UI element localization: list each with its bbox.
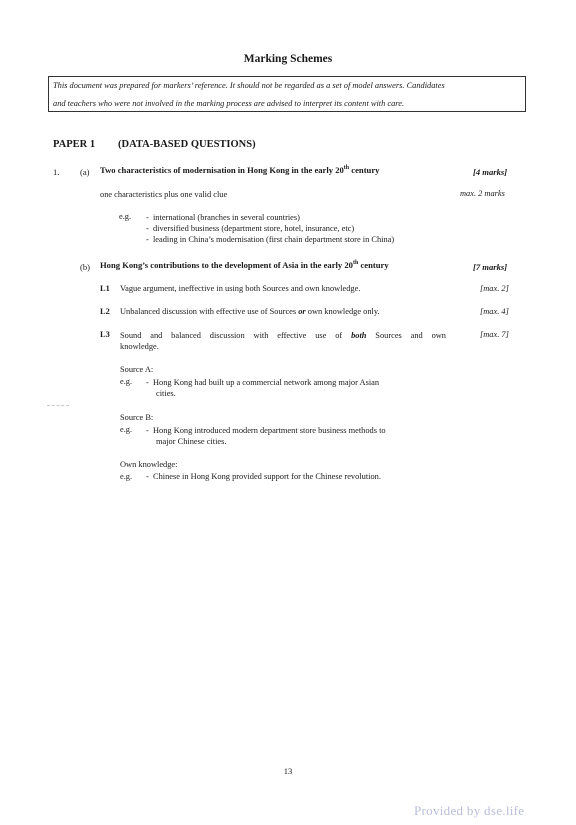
level-line xyxy=(120,330,446,341)
part-a-label: (a) xyxy=(80,167,90,177)
source-eg-label: e.g. xyxy=(120,377,133,386)
part-a-criteria: one characteristics plus one valid clue xyxy=(100,190,228,199)
part-a-title-sup: th xyxy=(343,165,350,172)
level-code: L1 xyxy=(100,284,110,293)
level-code: L2 xyxy=(100,307,110,316)
part-a-example-list xyxy=(146,212,394,245)
paper-subtitle: (DATA-BASED QUESTIONS) xyxy=(118,139,256,150)
example-text: international (branches in several countries) xyxy=(152,213,300,222)
source-text: Hong Kong introduced modern department store business methods to xyxy=(152,426,386,435)
level-code: L3 xyxy=(100,330,110,339)
source-example: - Chinese in Hong Kong provided support for the Chinese revolution. xyxy=(146,472,381,481)
level-max: [max. 4] xyxy=(480,307,509,316)
list-item: - diversified business (department store, hotel, insurance, etc) xyxy=(146,224,355,233)
part-a-title xyxy=(100,165,379,175)
source-heading: Own knowledge: xyxy=(120,460,178,469)
level-text: Unbalanced discussion with effective use of Sources xyxy=(120,307,299,316)
source-heading: Source A: xyxy=(120,365,154,374)
example-text: diversified business (department store, hotel, insurance, etc) xyxy=(152,224,355,233)
source-eg-label: e.g. xyxy=(120,472,133,481)
disclaimer-line-2: and teachers who were not involved in the marking process are advised to interpret its content with care. xyxy=(53,99,405,108)
disclaimer-line-1: This document was prepared for markers’ reference. It should not be regarded as a set of model answers. Candidates xyxy=(53,81,445,90)
watermark: Provided by dse.life xyxy=(414,803,525,818)
source-heading: Source B: xyxy=(120,413,154,422)
part-b-title-end: century xyxy=(358,260,389,270)
part-b-title-text: Hong Kong’s contributions to the development of Asia in the early 20 xyxy=(100,260,353,270)
page-number: 13 xyxy=(283,766,293,776)
source-line: - Hong Kong had built up a commercial network among major Asian xyxy=(146,378,380,387)
level-description: Vague argument, ineffective in using both Sources and own knowledge. xyxy=(120,284,361,293)
part-a-marks: [4 marks] xyxy=(473,167,508,177)
level-emphasis: both xyxy=(351,331,367,340)
part-a-eg-label: e.g. xyxy=(119,212,132,221)
part-a-criteria-marks: max. 2 marks xyxy=(460,189,505,198)
level-text: Sources and own xyxy=(366,331,446,340)
level-emphasis: or xyxy=(298,307,306,316)
part-b-title xyxy=(100,260,389,270)
page-title: Marking Schemes xyxy=(243,53,333,65)
level-line: knowledge. xyxy=(120,342,159,351)
source-text: Chinese in Hong Kong provided support for the Chinese revolution. xyxy=(152,472,381,481)
source-text: cities. xyxy=(156,389,176,398)
part-a-title-text: Two characteristics of modernisation in Hong Kong in the early 20 xyxy=(100,165,344,175)
level-description xyxy=(120,330,446,352)
level-description xyxy=(120,307,380,316)
source-example xyxy=(146,425,386,447)
source-text: major Chinese cities. xyxy=(156,437,227,446)
part-b-label: (b) xyxy=(80,262,91,272)
source-example xyxy=(146,377,379,399)
source-eg-label: e.g. xyxy=(120,425,133,434)
question-number: 1. xyxy=(53,167,60,177)
level-max: [max. 7] xyxy=(480,330,509,339)
part-b-marks: [7 marks] xyxy=(473,262,508,272)
scan-artifact xyxy=(47,405,69,407)
part-a-title-end: century xyxy=(349,165,380,175)
level-text: Sound and balanced discussion with effective use of xyxy=(120,331,352,340)
disclaimer-box xyxy=(48,76,526,112)
part-b-title-sup: th xyxy=(352,260,359,267)
source-text: Hong Kong had built up a commercial network among major Asian xyxy=(152,378,380,387)
level-text: own knowledge only. xyxy=(305,307,380,316)
list-item: - leading in China’s modernisation (first chain department store in China) xyxy=(146,235,395,244)
source-line: - Hong Kong introduced modern department store business methods to xyxy=(146,426,386,435)
paper-label: PAPER 1 xyxy=(53,139,96,150)
list-item: - international (branches in several countries) xyxy=(146,213,300,222)
example-text: leading in China’s modernisation (first chain department store in China) xyxy=(152,235,395,244)
level-max: [max. 2] xyxy=(480,284,509,293)
